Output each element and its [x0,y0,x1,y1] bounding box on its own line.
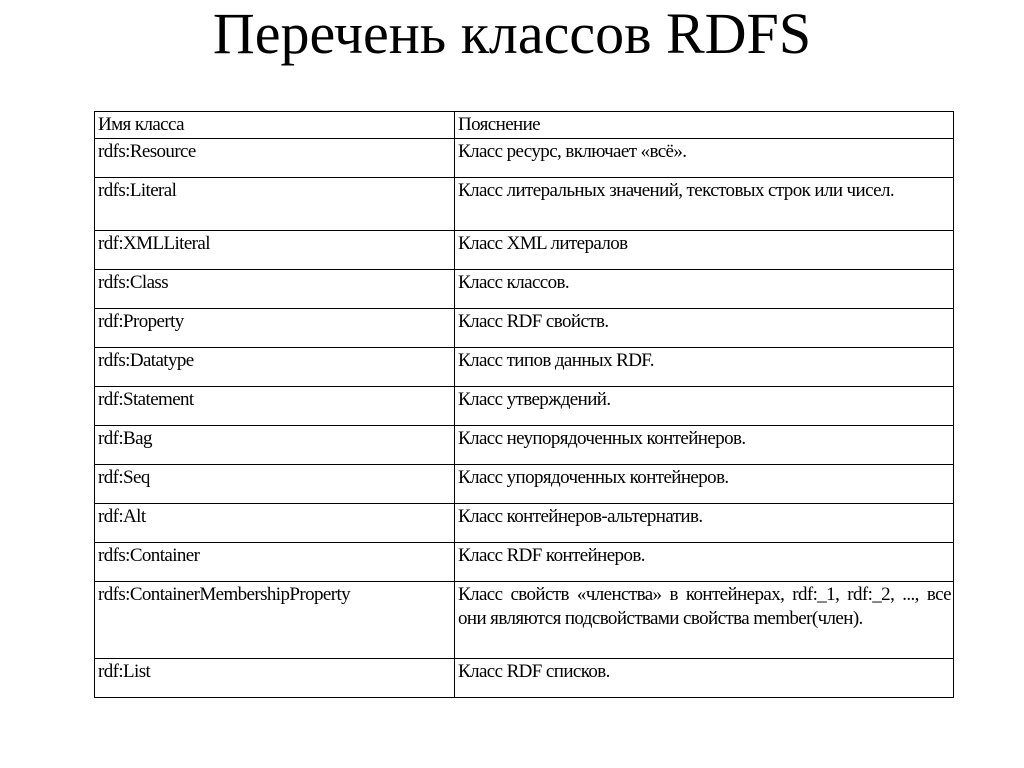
header-class-name: Имя класса [95,112,455,139]
table-row [95,582,954,659]
rdfs-classes-table [94,111,954,698]
class-description-cell: Класс упорядоченных контейнеров. [455,465,954,504]
class-name-cell: rdf:Property [95,309,455,348]
table-row [95,231,954,270]
class-name-cell: rdfs:Datatype [95,348,455,387]
class-description-cell: Класс неупорядоченных контейнеров. [455,426,954,465]
class-description-cell: Класс классов. [455,270,954,309]
header-description: Пояснение [455,112,954,139]
class-description-cell: Класс RDF свойств. [455,309,954,348]
class-name-cell: rdfs:Literal [95,178,455,231]
class-description-cell: Класс RDF списков. [455,659,954,698]
class-description-cell: Класс литеральных значений, текстовых строк или чисел. [455,178,954,231]
slide-title: Перечень классов RDFS [212,1,812,66]
class-description-cell: Класс типов данных RDF. [455,348,954,387]
table-row [95,543,954,582]
class-description-cell: Класс RDF контейнеров. [455,543,954,582]
table-header-row [95,112,954,139]
class-description-cell: Класс XML литералов [455,231,954,270]
table-row [95,426,954,465]
table-row [95,387,954,426]
table-row [95,309,954,348]
class-name-cell: rdfs:ContainerMembershipProperty [95,582,455,659]
table-row [95,270,954,309]
table-row [95,465,954,504]
class-name-cell: rdf:Statement [95,387,455,426]
class-name-cell: rdf:Bag [95,426,455,465]
class-name-cell: rdf:Seq [95,465,455,504]
class-name-cell: rdfs:Container [95,543,455,582]
class-description-cell: Класс утверждений. [455,387,954,426]
class-description-cell: Класс контейнеров-альтернатив. [455,504,954,543]
table-row [95,139,954,178]
class-name-cell: rdfs:Class [95,270,455,309]
table-row [95,178,954,231]
class-name-cell: rdf:XMLLiteral [95,231,455,270]
class-name-cell: rdf:List [95,659,455,698]
table-row [95,659,954,698]
class-name-cell: rdfs:Resource [95,139,455,178]
table-row [95,348,954,387]
class-name-cell: rdf:Alt [95,504,455,543]
class-description-cell: Класс ресурс, включает «всё». [455,139,954,178]
rdfs-classes-table-wrapper [94,111,954,698]
class-description-cell: Класс свойств «членства» в контейнерах, rdf:_1, rdf:_2, ..., все они являются подсвойствами свойства member(член). [455,582,954,659]
table-row [95,504,954,543]
